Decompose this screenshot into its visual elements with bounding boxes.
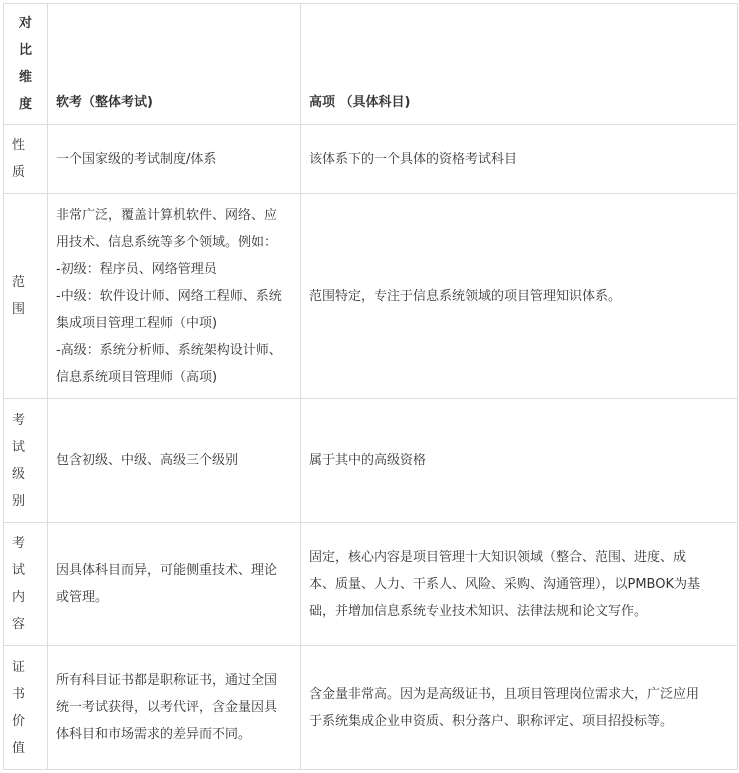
- row-ruankao-cell: 因具体科目而异，可能侧重技术、理论 或管理。: [48, 523, 301, 646]
- row-gaoxiang-cell: 含金量非常高。因为是高级证书，且项目管理岗位需求大，广泛应用 于系统集成企业申资质、积分落户、职称评定、项目招投标等。: [301, 646, 738, 770]
- header-dimension: 对 比 维 度: [4, 4, 48, 125]
- row-ruankao-cell: 所有科目证书都是职称证书，通过全国 统一考试获得，以考代评，含金量因具 体科目和市场需求的差异而不同。: [48, 646, 301, 770]
- row-dimension-label: 范 围: [4, 194, 48, 399]
- row-ruankao-cell: 一个国家级的考试制度/体系: [48, 125, 301, 194]
- comparison-table: [3, 3, 738, 770]
- row-gaoxiang-cell: 该体系下的一个具体的资格考试科目: [301, 125, 738, 194]
- table-row: [4, 523, 738, 646]
- row-ruankao-cell: 非常广泛，覆盖计算机软件、网络、应 用技术、信息系统等多个领域。例如： -初级：程序员、网络管理员 -中级：软件设计师、网络工程师、系统 集成项目管理工程师（中项) -高级：系统分析师、系统架构设计师、 信息系统项目管理师（高项): [48, 194, 301, 399]
- row-gaoxiang-cell: 范围特定，专注于信息系统领域的项目管理知识体系。: [301, 194, 738, 399]
- header-ruankao: 软考（整体考试): [48, 4, 301, 125]
- row-dimension-label: 考 试 内 容: [4, 523, 48, 646]
- row-gaoxiang-cell: 固定，核心内容是项目管理十大知识领域（整合、范围、进度、成 本、质量、人力、干系人、风险、采购、沟通管理），以PMBOK为基 础，并增加信息系统专业技术知识、法律法规和论文写作。: [301, 523, 738, 646]
- row-dimension-label: 性 质: [4, 125, 48, 194]
- table-header-row: [4, 4, 738, 125]
- row-dimension-label: 考 试 级 别: [4, 399, 48, 523]
- header-gaoxiang: 高项 （具体科目): [301, 4, 738, 125]
- row-ruankao-cell: 包含初级、中级、高级三个级别: [48, 399, 301, 523]
- row-gaoxiang-cell: 属于其中的高级资格: [301, 399, 738, 523]
- table-row: [4, 125, 738, 194]
- row-dimension-label: 证 书 价 值: [4, 646, 48, 770]
- table-row: [4, 399, 738, 523]
- table-row: [4, 194, 738, 399]
- table-row: [4, 646, 738, 770]
